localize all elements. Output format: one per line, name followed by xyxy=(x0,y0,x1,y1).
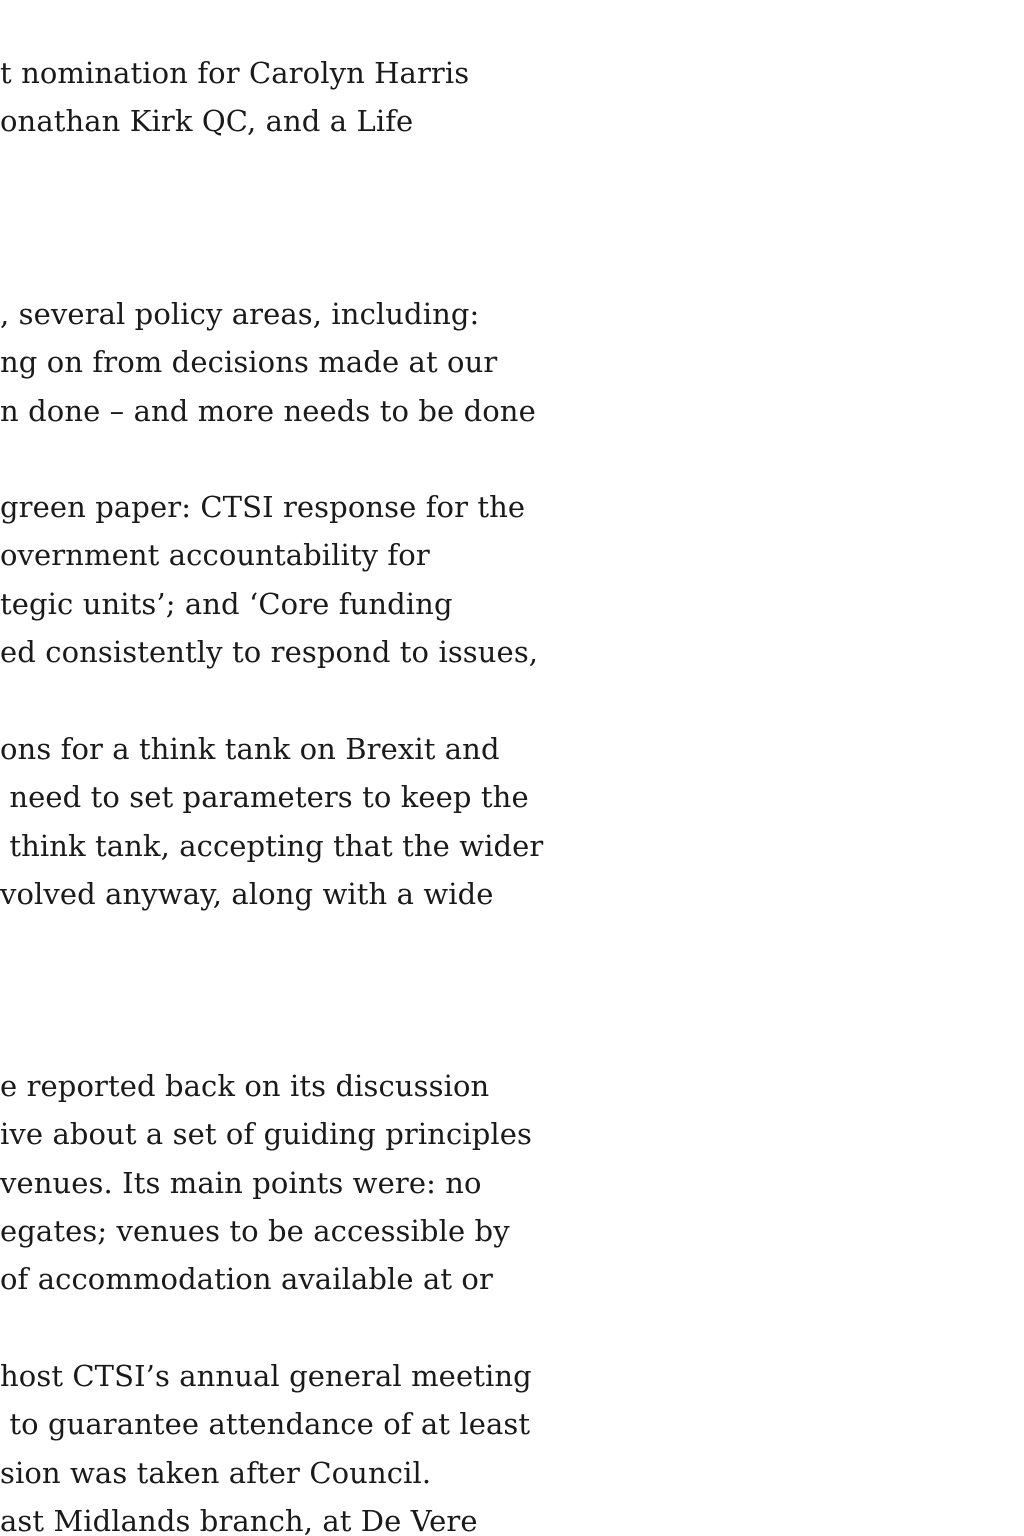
text-line: t nomination for Carolyn Harris xyxy=(0,56,470,90)
text-line: sion was taken after Council. xyxy=(0,1455,432,1490)
text-line: egates; venues to be accessible by xyxy=(0,1213,510,1248)
text-line: n done – and more needs to be done xyxy=(0,393,536,428)
text-line: e reported back on its discussion xyxy=(0,1069,490,1103)
text-line: volved anyway, along with a wide xyxy=(0,876,494,911)
text-line: need to set parameters to keep the xyxy=(0,780,529,815)
paragraph-agm xyxy=(0,1352,532,1536)
text-line: onathan Kirk QC, and a Life xyxy=(0,104,414,139)
text-line: host CTSI’s annual general meeting xyxy=(0,1359,532,1393)
text-line: , several policy areas, including: xyxy=(0,297,480,331)
text-line: ast Midlands branch, at De Vere xyxy=(0,1503,478,1536)
text-line: tegic units’; and ‘Core funding xyxy=(0,586,453,621)
paragraph-think-tank xyxy=(0,725,543,918)
paragraph-venues xyxy=(0,1062,532,1303)
text-line: green paper: CTSI response for the xyxy=(0,490,526,524)
text-line: ive about a set of guiding principles xyxy=(0,1117,533,1152)
text-line: of accommodation available at or xyxy=(0,1262,493,1297)
text-line: to guarantee attendance of at least xyxy=(0,1407,531,1442)
paragraph-green-paper xyxy=(0,483,538,676)
text-line: venues. Its main points were: no xyxy=(0,1165,482,1200)
text-line: think tank, accepting that the wider xyxy=(0,828,544,863)
paragraph-policy-areas xyxy=(0,290,536,435)
paragraph-nominations xyxy=(0,49,469,146)
text-line: ng on from decisions made at our xyxy=(0,345,498,380)
text-line: overnment accountability for xyxy=(0,538,430,573)
text-line: ons for a think tank on Brexit and xyxy=(0,732,500,766)
text-line: ed consistently to respond to issues, xyxy=(0,634,539,669)
